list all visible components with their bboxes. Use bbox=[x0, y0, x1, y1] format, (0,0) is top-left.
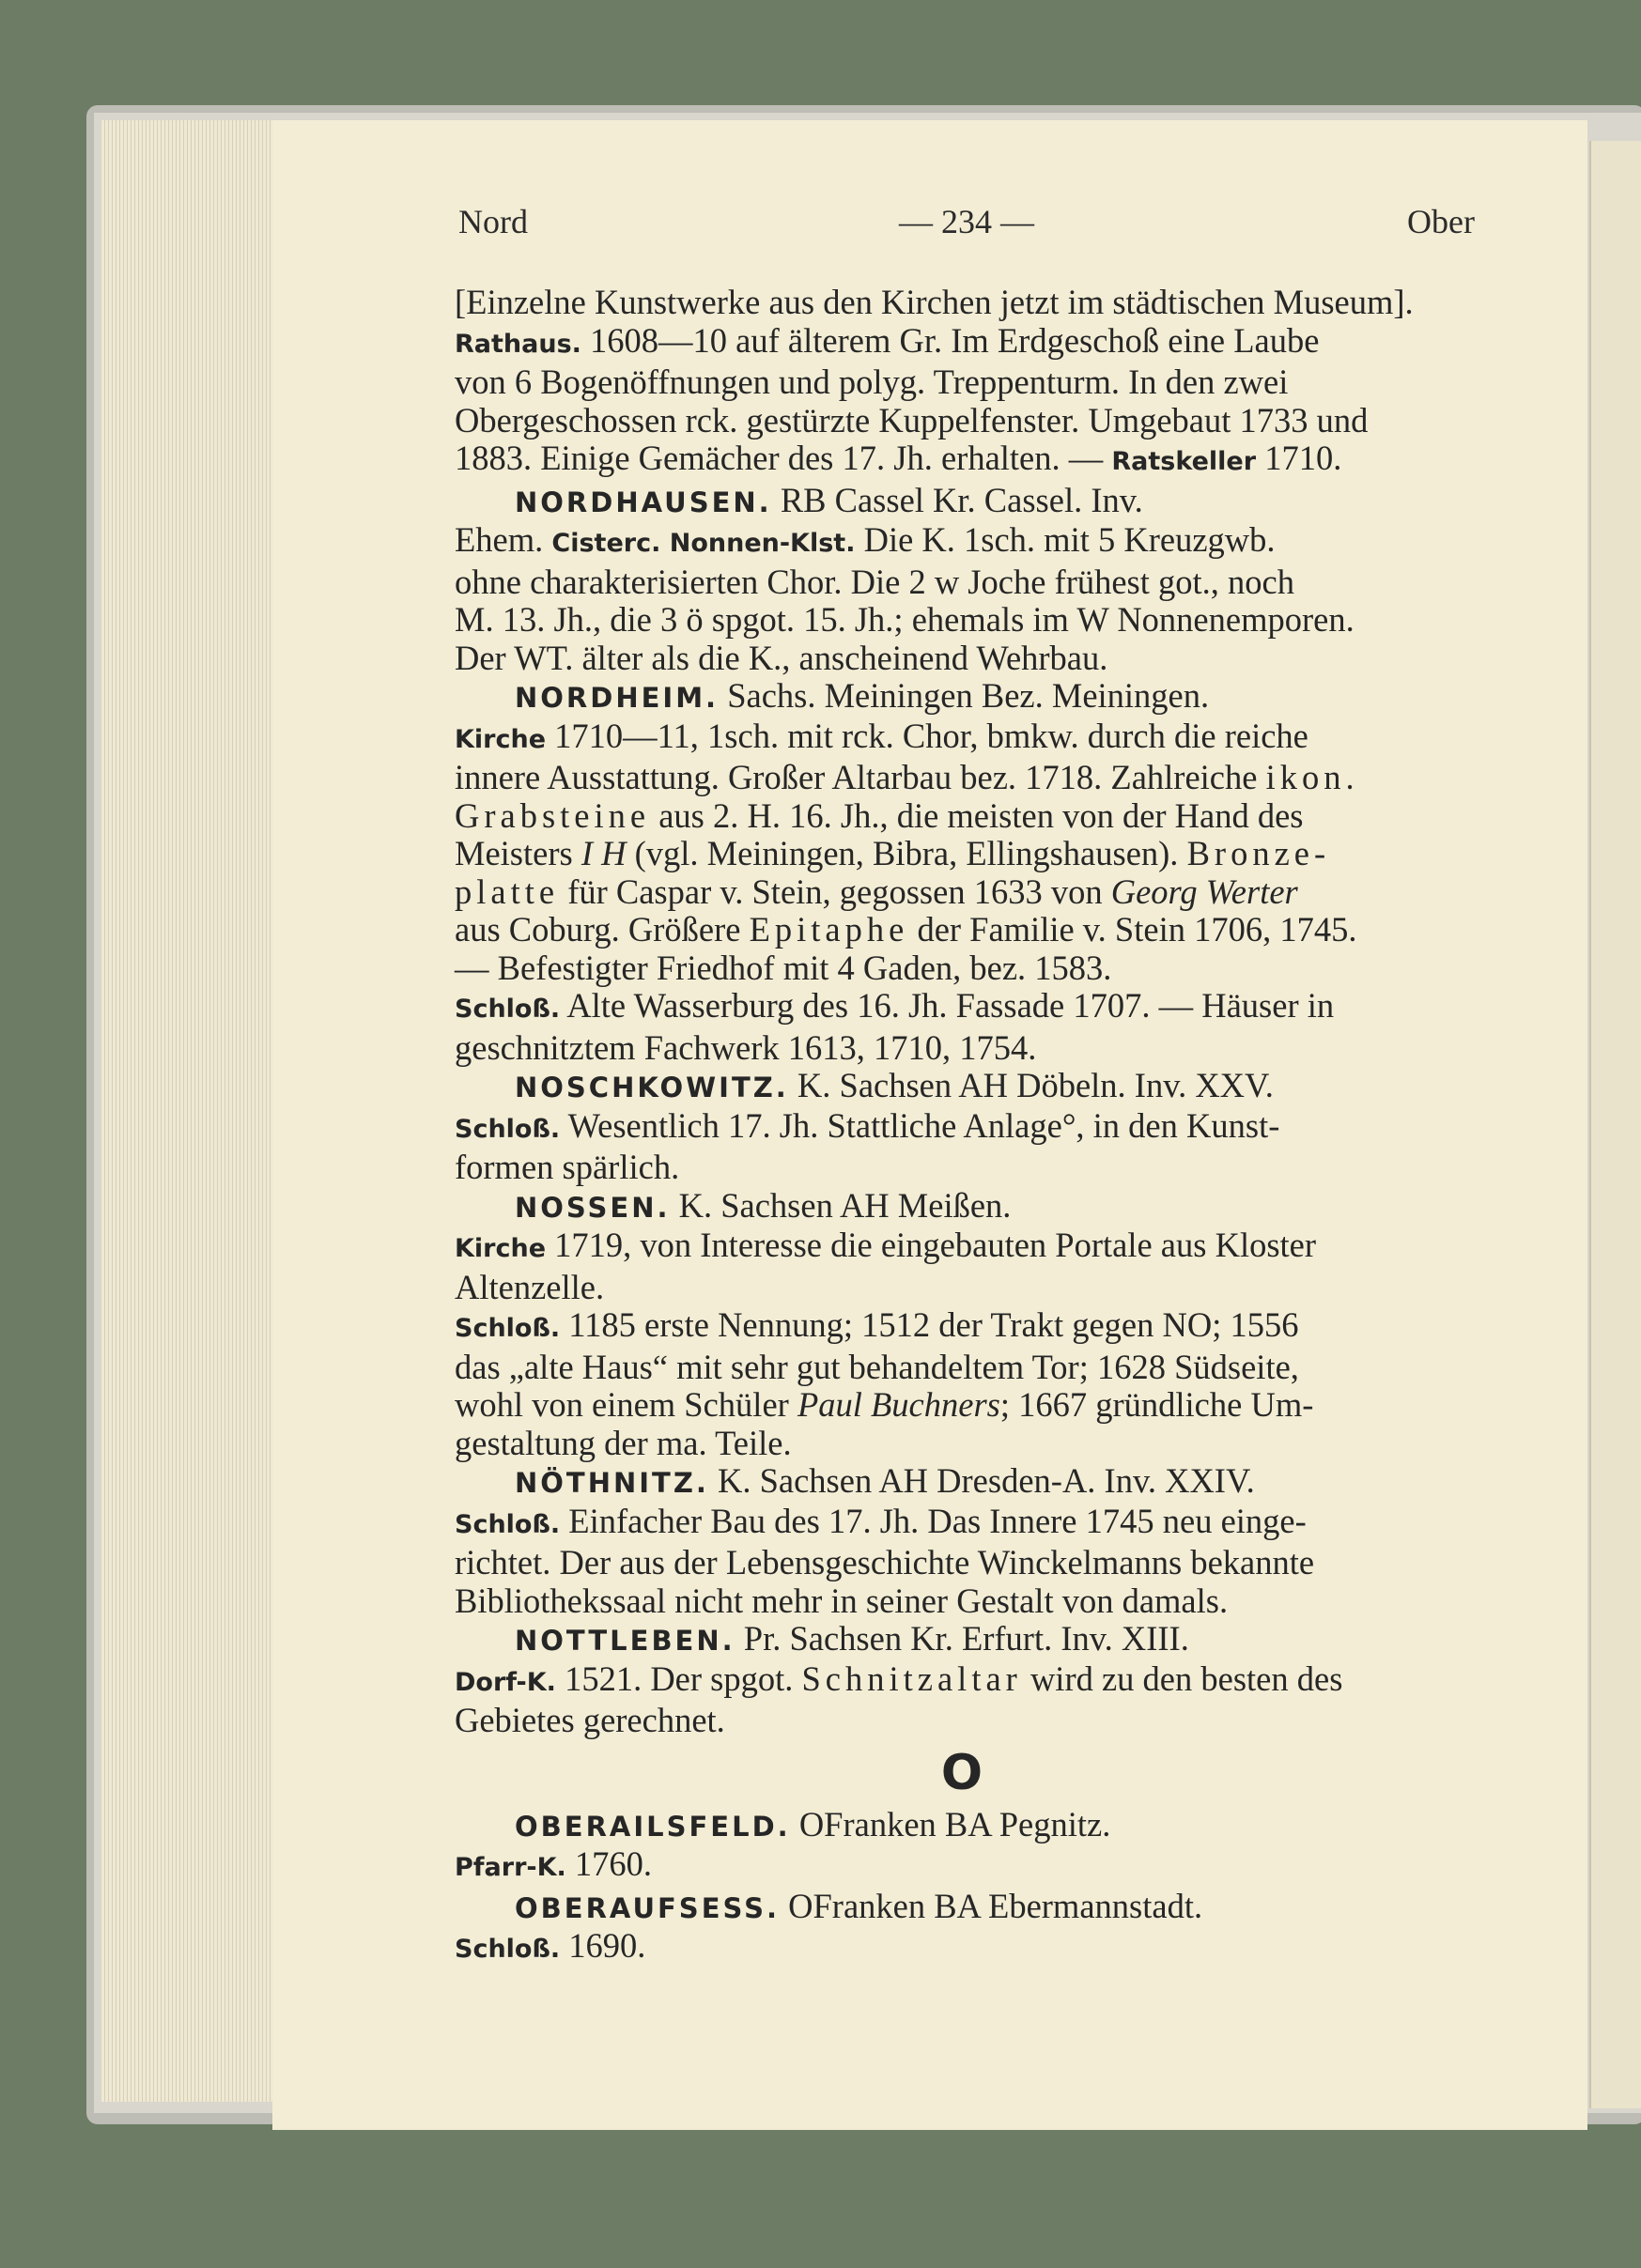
text-run: wird zu den besten des bbox=[1021, 1659, 1343, 1698]
text-line bbox=[455, 1149, 1469, 1187]
next-page-edge bbox=[1589, 141, 1641, 2108]
text-line bbox=[455, 1227, 1469, 1269]
entry-heading-line bbox=[455, 1620, 1469, 1660]
text-line bbox=[455, 987, 1469, 1029]
text-run: 1185 erste Nennung; 1512 der Trakt gegen NO; 1556 bbox=[560, 1305, 1299, 1344]
text-line bbox=[455, 1660, 1469, 1703]
text-run: wohl von einem Schüler bbox=[455, 1385, 797, 1424]
text-run: ikon. bbox=[1265, 758, 1359, 796]
place-name: NOSSEN. bbox=[515, 1191, 671, 1224]
text-run: innere Ausstattung. Großer Altarbau bez. 1718. Zahlreiche bbox=[455, 758, 1266, 796]
text-line bbox=[455, 563, 1469, 602]
place-name: NORDHAUSEN. bbox=[515, 486, 772, 518]
text-line bbox=[455, 1386, 1469, 1425]
text-run: geschnitztem Fachwerk 1613, 1710, 1754. bbox=[455, 1027, 1037, 1067]
text-run: I H bbox=[581, 834, 627, 872]
keyword: Schloß. bbox=[455, 995, 561, 1024]
text-line bbox=[455, 1582, 1469, 1621]
text-line bbox=[455, 717, 1469, 760]
text-run: RB Cassel Kr. Cassel. Inv. bbox=[771, 480, 1143, 519]
text-run: K. Sachsen AH Dresden-A. Inv. XXIV. bbox=[708, 1461, 1255, 1500]
text-line bbox=[455, 1269, 1469, 1307]
text-line bbox=[455, 1544, 1469, 1582]
text-run: Grabsteine bbox=[455, 795, 651, 835]
text-run: 1710. bbox=[1256, 439, 1342, 477]
keyword: Schloß. bbox=[455, 1509, 561, 1539]
place-name: OBERAUFSESS. bbox=[515, 1891, 780, 1924]
text-line bbox=[455, 1702, 1469, 1740]
text-run: Die K. 1sch. mit 5 Kreuzgwb. bbox=[855, 520, 1276, 559]
text-line bbox=[455, 440, 1469, 482]
text-line bbox=[455, 1845, 1469, 1888]
text-run: (vgl. Meiningen, Bibra, Ellingshausen). bbox=[626, 834, 1187, 872]
text-run: aus 2. H. 16. Jh., die meisten von der Hand des bbox=[650, 795, 1304, 835]
text-run: Ehem. bbox=[455, 520, 552, 559]
keyword: Cisterc. Nonnen-Klst. bbox=[551, 529, 856, 558]
text-run: 1719, von Interesse die eingebauten Portale aus Kloster bbox=[546, 1226, 1317, 1264]
text-run: formen spärlich. bbox=[455, 1148, 680, 1186]
text-run: 1710—11, 1sch. mit rck. Chor, bmkw. durch die reiche bbox=[546, 716, 1308, 755]
page-number: — 234 — bbox=[899, 203, 1034, 240]
text-line bbox=[455, 759, 1469, 797]
entry-heading-line bbox=[455, 1888, 1469, 1928]
text-run: richtet. Der aus der Lebensgeschichte Winckelmanns bekannte bbox=[455, 1543, 1315, 1581]
keyword: Kirche bbox=[455, 724, 547, 754]
header-right: Ober bbox=[1407, 203, 1475, 240]
text-run: Bronze- bbox=[1186, 834, 1331, 872]
text-run: 1608—10 auf älterem Gr. Im Erdgeschoß eine Laube bbox=[581, 320, 1320, 360]
entry-heading-line bbox=[455, 482, 1469, 522]
keyword: Pfarr-K. bbox=[455, 1853, 566, 1882]
keyword: Kirche bbox=[455, 1234, 547, 1263]
text-run: gestaltung der ma. Teile. bbox=[455, 1423, 792, 1462]
keyword: Rathaus. bbox=[455, 329, 581, 359]
text-line bbox=[455, 911, 1469, 949]
text-run: der Familie v. Stein 1706, 1745. bbox=[908, 910, 1357, 949]
entry-heading-line bbox=[455, 1806, 1469, 1846]
text-run: 1690. bbox=[560, 1926, 646, 1965]
text-line bbox=[455, 1306, 1469, 1349]
text-line bbox=[455, 363, 1469, 402]
text-run: ; 1667 gründliche Um- bbox=[999, 1385, 1314, 1424]
keyword: Schloß. bbox=[455, 1114, 561, 1144]
keyword: Schloß. bbox=[455, 1314, 561, 1343]
text-line bbox=[455, 640, 1469, 678]
text-line bbox=[455, 1503, 1469, 1545]
text-line bbox=[455, 1927, 1469, 1969]
text-run: für Caspar v. Stein, gegossen 1633 von bbox=[559, 872, 1111, 911]
page-body-text bbox=[455, 284, 1469, 1969]
place-name: NORDHEIM. bbox=[515, 682, 720, 714]
page-leaves bbox=[101, 120, 275, 2102]
text-run: Wesentlich 17. Jh. Stattliche Anlage°, in den Kunst- bbox=[560, 1105, 1280, 1145]
text-line bbox=[455, 949, 1469, 988]
text-run: Paul Buchners bbox=[797, 1385, 1000, 1424]
entry-heading-line bbox=[455, 1067, 1469, 1107]
text-run: Bibliothekssaal nicht mehr in seiner Gestalt von damals. bbox=[455, 1581, 1229, 1620]
header-left: Nord bbox=[458, 203, 528, 240]
text-run: [Einzelne Kunstwerke aus den Kirchen jetzt im städtischen Museum]. bbox=[455, 283, 1414, 321]
text-line bbox=[455, 1107, 1469, 1149]
text-line bbox=[455, 1029, 1469, 1068]
text-line bbox=[455, 322, 1469, 364]
place-name: NÖTHNITZ. bbox=[515, 1467, 709, 1499]
entry-heading-line bbox=[455, 1462, 1469, 1503]
text-run: platte bbox=[455, 872, 560, 911]
text-line bbox=[455, 873, 1469, 912]
place-name: OBERAILSFELD. bbox=[515, 1810, 791, 1843]
text-line bbox=[455, 521, 1469, 563]
text-run: Epitaphe bbox=[749, 910, 909, 949]
keyword: Schloß. bbox=[455, 1935, 561, 1964]
text-run: OFranken BA Pegnitz. bbox=[790, 1804, 1111, 1844]
text-line bbox=[455, 1425, 1469, 1463]
place-name: NOSCHKOWITZ. bbox=[515, 1072, 789, 1103]
section-letter: O bbox=[940, 1744, 983, 1801]
text-line bbox=[455, 402, 1469, 440]
text-run: 1521. Der spgot. bbox=[555, 1659, 802, 1698]
text-run: von 6 Bogenöffnungen und polyg. Treppenturm. In den zwei bbox=[455, 363, 1289, 401]
text-run: Pr. Sachsen Kr. Erfurt. Inv. XIII. bbox=[735, 1619, 1189, 1658]
keyword: Ratskeller bbox=[1111, 447, 1257, 476]
text-run: — Befestigter Friedhof mit 4 Gaden, bez. 1583. bbox=[455, 948, 1112, 987]
entry-heading-line bbox=[455, 1187, 1469, 1227]
text-run: Altenzelle. bbox=[455, 1267, 605, 1306]
text-run: Der WT. älter als die K., anscheinend Wehrbau. bbox=[455, 638, 1108, 677]
text-run: 1760. bbox=[565, 1844, 653, 1883]
place-name: NOTTLEBEN. bbox=[515, 1625, 735, 1657]
text-run: K. Sachsen AH Meißen. bbox=[670, 1185, 1012, 1225]
text-run: K. Sachsen AH Döbeln. Inv. XXV. bbox=[788, 1066, 1274, 1104]
text-run: M. 13. Jh., die 3 ö spgot. 15. Jh.; ehemals im W Nonnenemporen. bbox=[455, 600, 1355, 639]
text-run: das „alte Haus“ mit sehr gut behandeltem Tor; 1628 Südseite, bbox=[455, 1347, 1299, 1386]
text-run: 1883. Einige Gemächer des 17. Jh. erhalten. — bbox=[455, 439, 1112, 477]
text-line bbox=[455, 1349, 1469, 1387]
text-run: Meisters bbox=[455, 834, 581, 872]
running-header bbox=[458, 202, 1475, 258]
text-run: aus Coburg. Größere bbox=[455, 910, 750, 949]
text-run: Schnitzaltar bbox=[801, 1659, 1022, 1698]
text-line bbox=[455, 284, 1469, 322]
text-run: Einfacher Bau des 17. Jh. Das Innere 1745 neu einge- bbox=[560, 1501, 1307, 1540]
text-line bbox=[455, 797, 1469, 836]
entry-heading-line bbox=[455, 677, 1469, 717]
text-line bbox=[455, 601, 1469, 640]
text-run: ohne charakterisierten Chor. Die 2 w Joche frühest got., noch bbox=[455, 562, 1294, 601]
keyword: Dorf-K. bbox=[455, 1667, 556, 1697]
text-run: Gebietes gerechnet. bbox=[455, 1701, 725, 1739]
text-run: Alte Wasserburg des 16. Jh. Fassade 1707. — Häuser in bbox=[560, 986, 1335, 1025]
text-run: Obergeschossen rck. gestürzte Kuppelfenster. Umgebaut 1733 und bbox=[455, 400, 1369, 440]
text-run: OFranken BA Ebermannstadt. bbox=[780, 1886, 1203, 1925]
text-run: Sachs. Meiningen Bez. Meiningen. bbox=[719, 676, 1210, 715]
text-line bbox=[455, 835, 1469, 873]
text-run: Georg Werter bbox=[1110, 872, 1298, 911]
